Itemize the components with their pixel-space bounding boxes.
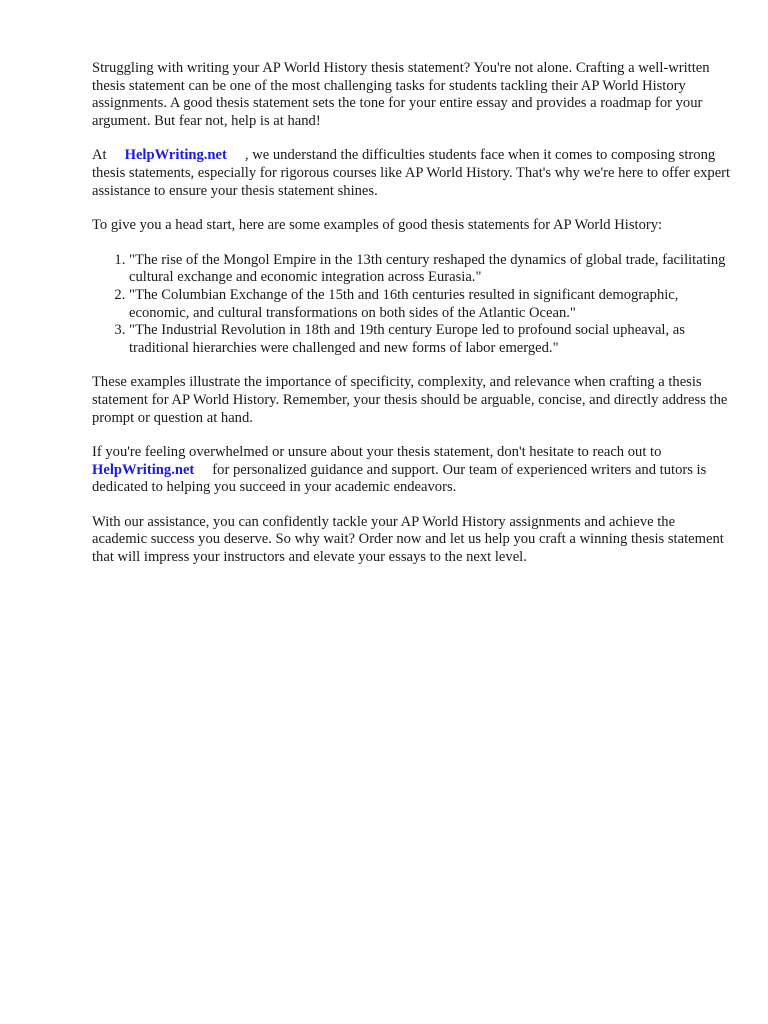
intro-paragraph: Struggling with writing your AP World History thesis statement? You're not alone. Crafting a well-written thesis statement can be one of the most challenging tasks for students tackling their AP World History assignments. A good thesis statement sets the tone for your entire essay and provides a roadmap for your argument. But fear not, help is at hand! — [92, 60, 710, 129]
examples-intro-paragraph: To give you a head start, here are some examples of good thesis statements for AP World History: — [92, 217, 663, 234]
helpwriting-link-2[interactable]: HelpWriting.net — [92, 461, 195, 478]
list-item: 2. "The Columbian Exchange of the 15th and 16th centuries resulted in significant demographic, economic, and cultural transformations on both sides of the Atlantic Ocean." — [129, 287, 732, 322]
document-body — [92, 60, 732, 584]
contact-paragraph-lead: If you're feeling overwhelmed or unsure about your thesis statement, don't hesitate to reach out to — [92, 444, 662, 461]
closing-paragraph: With our assistance, you can confidently tackle your AP World History assignments and achieve the academic success you deserve. So why wait? Order now and let us help you craft a winning thesis statement that will impress your instructors and elevate your essays to the next level. — [92, 513, 724, 566]
service-paragraph — [92, 147, 732, 200]
importance-paragraph: These examples illustrate the importance of specificity, complexity, and relevance when crafting a thesis statement for AP World History. Remember, your thesis should be arguable, concise, and directly address the prompt or question at hand. — [92, 374, 728, 426]
contact-paragraph — [92, 444, 732, 497]
service-paragraph-lead: At — [92, 147, 107, 164]
list-item: 3. "The Industrial Revolution in 18th and 19th century Europe led to profound social upheaval, as traditional hierarchies were challenged and new forms of labor emerged." — [129, 322, 732, 357]
service-paragraph-rest: , we understand the difficulties students face when it comes to composing strong thesis statements, especially for rigorous courses like AP World History. That's why we're here to offer expert assistance to ensure your thesis statement shines. — [92, 147, 731, 199]
helpwriting-link[interactable]: HelpWriting.net — [124, 147, 227, 164]
list-item: 1. "The rise of the Mongol Empire in the 13th century reshaped the dynamics of global trade, facilitating cultural exchange and economic integration across Eurasia." — [129, 252, 732, 287]
contact-paragraph-rest: for personalized guidance and support. Our team of experienced writers and tutors is dedicated to helping you succeed in your academic endeavors. — [92, 461, 707, 496]
examples-list — [92, 252, 732, 358]
